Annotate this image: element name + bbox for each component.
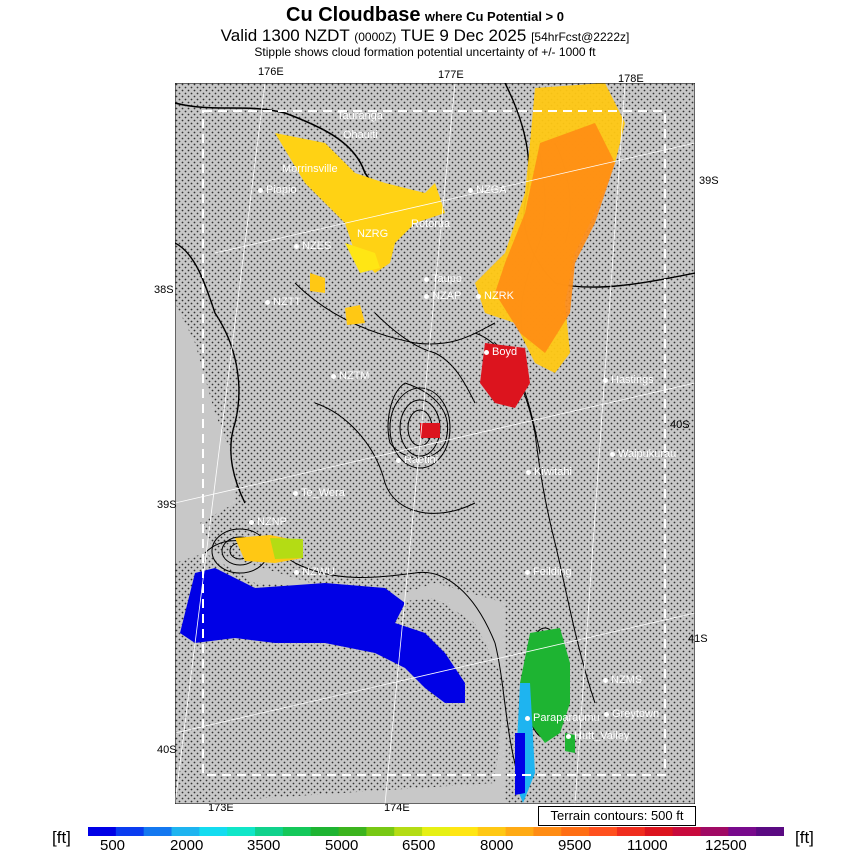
place-greytown: Greytown <box>604 708 659 720</box>
terrain-contour-note: Terrain contours: 500 ft <box>538 806 696 826</box>
colorbar-swatch <box>88 827 116 836</box>
colorbar-swatch <box>394 827 422 836</box>
place-rotorua: Rotorua <box>411 218 451 230</box>
title-qualifier: where Cu Potential > 0 <box>424 9 564 24</box>
place-taupo: Taupo <box>424 273 462 285</box>
place-nzms: NZMS <box>603 674 642 686</box>
lat-label-40s-left: 40S <box>157 744 177 756</box>
place-nzga: NZGA <box>468 184 507 196</box>
place-paraparaumu: Paraparaumu <box>525 712 600 724</box>
place-waipukurau: Waipukurau <box>610 448 676 460</box>
colorbar-swatch <box>450 827 478 836</box>
chart-title <box>0 4 850 27</box>
colorbar-swatch <box>199 827 227 836</box>
colorbar-swatch <box>144 827 172 836</box>
lat-label-39s-left: 39S <box>157 499 177 511</box>
place-nzwu: NZWU <box>294 566 335 578</box>
valid-date: TUE 9 Dec 2025 <box>400 26 527 45</box>
lat-label-39s-right: 39S <box>699 175 719 187</box>
place-nzrg: NZRG <box>357 228 389 240</box>
valid-prefix: Valid 1300 NZDT <box>220 26 350 45</box>
place-morrinsville: Morrinsville <box>282 163 338 175</box>
colorbar-swatch <box>339 827 367 836</box>
colorbar-swatch <box>589 827 617 836</box>
colorbar-swatch <box>700 827 728 836</box>
colorbar-swatch <box>422 827 450 836</box>
lon-label-177e: 177E <box>438 69 464 81</box>
colorbar <box>88 827 784 836</box>
colorbar-swatch <box>255 827 283 836</box>
colorbar-tick-12500: 12500 <box>705 837 747 854</box>
place-raetihi: Raetihi <box>396 454 438 466</box>
colorbar-unit-left: [ft] <box>52 828 71 847</box>
place-nztm: NZTM <box>331 370 370 382</box>
colorbar-swatch <box>506 827 534 836</box>
colorbar-swatch <box>283 827 311 836</box>
colorbar-swatch <box>561 827 589 836</box>
place-nzes: NZES <box>294 240 331 252</box>
map-panel <box>175 83 695 804</box>
lon-label-176e: 176E <box>258 66 284 78</box>
colorbar-swatch <box>311 827 339 836</box>
place-tauranga: Tauranga <box>337 110 383 122</box>
place-nzap: NZAP <box>424 290 461 302</box>
lat-label-40s-right: 40S <box>670 419 690 431</box>
place-hutt-valley: Hutt_Valley <box>566 730 629 742</box>
lon-label-173e: 173E <box>208 802 234 814</box>
colorbar-swatch <box>533 827 561 836</box>
colorbar-swatch <box>645 827 673 836</box>
colorbar-tick-6500: 6500 <box>402 837 436 854</box>
colorbar-swatch <box>756 827 784 836</box>
colorbar-swatch <box>227 827 255 836</box>
valid-time <box>0 26 850 46</box>
place-kiwitahi: Kiwitahi <box>526 466 572 478</box>
place-boyd: Boyd <box>484 346 517 358</box>
stipple-note: Stipple shows cloud formation potential uncertainty of +/- 1000 ft <box>254 45 596 59</box>
place-nzrk: NZRK <box>476 290 514 302</box>
lon-label-174e: 174E <box>384 802 410 814</box>
colorbar-swatch <box>617 827 645 836</box>
colorbar-tick-500: 500 <box>100 837 126 854</box>
place-nznp: NZNP <box>249 516 287 528</box>
title-text: Cu Cloudbase <box>286 4 421 26</box>
forecast-tag: [54hrFcst@2222z] <box>531 30 630 44</box>
place-tewera: Te_Wera <box>293 487 345 499</box>
place-ohauiti: Ohauiti <box>343 129 378 141</box>
lon-label-178e: 178E <box>618 73 644 85</box>
colorbar-tick-8000: 8000 <box>480 837 514 854</box>
colorbar-swatch <box>728 827 756 836</box>
colorbar-tick-2000: 2000 <box>170 837 204 854</box>
lat-label-38s: 38S <box>154 284 174 296</box>
colorbar-tick-9500: 9500 <box>558 837 592 854</box>
colorbar-swatch <box>116 827 144 836</box>
colorbar-swatch <box>478 827 506 836</box>
place-nztt: NZTT <box>265 296 301 308</box>
valid-utc: (0000Z) <box>354 30 397 44</box>
colorbar-tick-3500: 3500 <box>247 837 281 854</box>
colorbar-swatch <box>673 827 701 836</box>
colorbar-unit-right: [ft] <box>795 828 814 847</box>
place-feilding: Feilding <box>525 566 572 578</box>
colorbar-tick-5000: 5000 <box>325 837 359 854</box>
colorbar-swatch <box>366 827 394 836</box>
colorbar-tick-11000: 11000 <box>627 837 668 854</box>
place-piopio: Piopio <box>258 184 297 196</box>
place-hastings: Hastings <box>603 374 654 386</box>
lat-label-41s: 41S <box>688 633 708 645</box>
colorbar-swatch <box>172 827 200 836</box>
